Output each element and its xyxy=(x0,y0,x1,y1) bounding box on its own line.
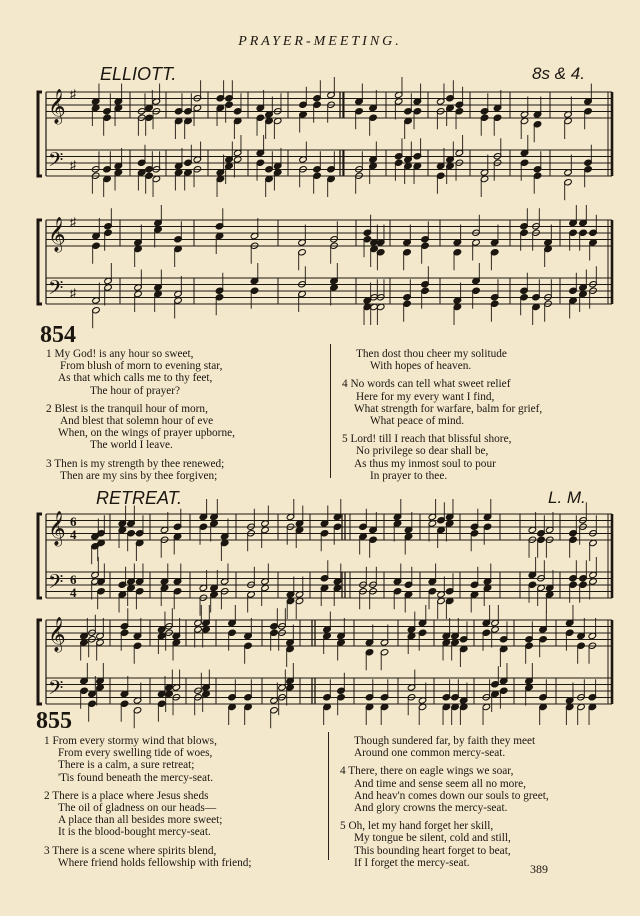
verse-line: The oil of gladness on our heads— xyxy=(58,802,217,815)
stanza xyxy=(340,765,636,814)
hymn-number-854: 854 xyxy=(40,322,76,348)
tune-name-elliott: ELLIOTT. xyxy=(100,64,177,84)
key-signature-sharp: ♯ xyxy=(70,215,76,229)
system-bracket xyxy=(38,514,42,598)
treble-clef: 𝄞 xyxy=(48,217,66,252)
system-bracket xyxy=(38,620,42,704)
treble-clef: 𝄞 xyxy=(48,511,66,546)
verse-line: When, on the wings of prayer upborne, xyxy=(58,427,235,440)
music-system-retreat-2 xyxy=(0,614,640,724)
stanza xyxy=(46,348,326,397)
verse-line: The world I leave. xyxy=(90,439,173,452)
verse-line: 1 From every stormy wind that blows, xyxy=(44,735,217,747)
key-signature-sharp: ♯ xyxy=(70,158,76,172)
stanza xyxy=(342,378,632,427)
column-divider xyxy=(328,732,329,860)
verse-line: Here for my every want I find, xyxy=(356,390,495,403)
stanza xyxy=(46,403,326,452)
treble-clef: 𝄞 xyxy=(48,89,66,124)
verse-line: As thus my inmost soul to pour xyxy=(354,457,496,470)
verse-line: With hopes of heaven. xyxy=(370,360,472,373)
stanza xyxy=(44,735,326,784)
bass-clef: 𝄢 xyxy=(48,276,64,304)
stanza xyxy=(340,820,636,869)
verse-line: And time and sense seem all no more, xyxy=(354,777,526,790)
verse-line: Then are my sins by thee forgiven; xyxy=(60,469,218,482)
tune-meter-elliott: 8s & 4. xyxy=(532,64,585,83)
verse-line: It is the blood-bought mercy-seat. xyxy=(58,826,211,839)
running-head: PRAYER-MEETING. xyxy=(238,34,402,49)
verse-line: 'Tis found beneath the mercy-seat. xyxy=(58,771,214,784)
treble-clef: 𝄞 xyxy=(48,617,66,652)
verse-line: And glory crowns the mercy-seat. xyxy=(354,802,508,815)
tune-name-retreat: RETREAT. xyxy=(96,488,183,508)
verse-line: And heav'n comes down our souls to greet, xyxy=(354,789,549,802)
key-signature-sharp: ♯ xyxy=(70,286,76,300)
time-signature: 6 xyxy=(70,514,77,529)
verse-line: There is a calm, a sure retreat; xyxy=(58,759,195,772)
system-bracket xyxy=(38,92,42,176)
column-divider xyxy=(330,344,331,478)
verse-line: Though sundered far, by faith they meet xyxy=(354,735,536,747)
music-system-retreat-1 xyxy=(0,508,640,618)
hymn-854-left-column xyxy=(46,348,326,482)
verse-line: What strength for warfare, balm for grief, xyxy=(354,402,543,415)
verse-line: Around one common mercy-seat. xyxy=(354,747,506,760)
time-signature: 6 xyxy=(70,572,77,587)
system-bracket xyxy=(38,220,42,304)
music-system-elliott-2 xyxy=(0,214,640,324)
verse-line: 5 Lord! till I reach that blissful shore, xyxy=(342,433,512,446)
verse-line: This bounding heart forget to beat, xyxy=(354,844,511,857)
verse-line: My tongue be silent, cold and still, xyxy=(354,832,511,845)
verse-line: 2 Blest is the tranquil hour of morn, xyxy=(46,402,208,415)
hymn-number-855: 855 xyxy=(36,708,72,734)
verse-line: The hour of prayer? xyxy=(90,384,181,397)
treble-staff xyxy=(46,92,612,118)
bass-clef: 𝄢 xyxy=(48,570,64,598)
verse-line: 4 There, there on eagle wings we soar, xyxy=(340,765,514,778)
verse-line: 3 There is a scene where spirits blend, xyxy=(44,844,217,857)
verse-line: And blest that solemn hour of eve xyxy=(60,415,214,428)
hymn-855-left-column xyxy=(44,735,326,869)
hymn-854-right-column xyxy=(342,348,632,482)
key-signature-sharp: ♯ xyxy=(70,87,76,101)
verse-line: 2 There is a place where Jesus sheds xyxy=(44,789,209,802)
verse-line: 1 My God! is any hour so sweet, xyxy=(46,348,194,360)
bass-clef: 𝄢 xyxy=(48,148,64,176)
verse-line: A place than all besides more sweet; xyxy=(58,814,223,827)
verse-line: In prayer to thee. xyxy=(370,469,448,482)
stanza xyxy=(340,735,636,759)
verse-line: From every swelling tide of woes, xyxy=(58,747,213,760)
verse-line: 4 No words can tell what sweet relief xyxy=(342,378,511,391)
page-number: 389 xyxy=(530,862,548,876)
tune-meter-retreat: L. M. xyxy=(548,488,586,507)
verse-line: What peace of mind. xyxy=(370,415,465,428)
stanza xyxy=(46,458,326,482)
stanza xyxy=(44,845,326,869)
music-system-elliott-1 xyxy=(0,86,640,196)
stanza xyxy=(342,433,632,482)
verse-line: 3 Then is my strength by thee renewed; xyxy=(46,457,225,470)
verse-line: Then dost thou cheer my solitude xyxy=(356,348,507,360)
time-signature: 4 xyxy=(70,527,77,542)
stanza xyxy=(342,348,632,372)
stanza xyxy=(44,790,326,839)
time-signature: 4 xyxy=(70,585,77,600)
verse-line: Where friend holds fellowship with friend; xyxy=(58,856,252,869)
verse-line: If I forget the mercy-seat. xyxy=(354,856,470,869)
verse-line: As that which calls me to thy feet, xyxy=(58,372,213,385)
verse-line: From blush of morn to evening star, xyxy=(60,360,223,373)
verse-line: 5 Oh, let my hand forget her skill, xyxy=(340,820,494,833)
hymn-855-right-column xyxy=(340,735,636,869)
bass-clef: 𝄢 xyxy=(48,676,64,704)
verse-line: No privilege so dear shall be, xyxy=(356,445,489,458)
